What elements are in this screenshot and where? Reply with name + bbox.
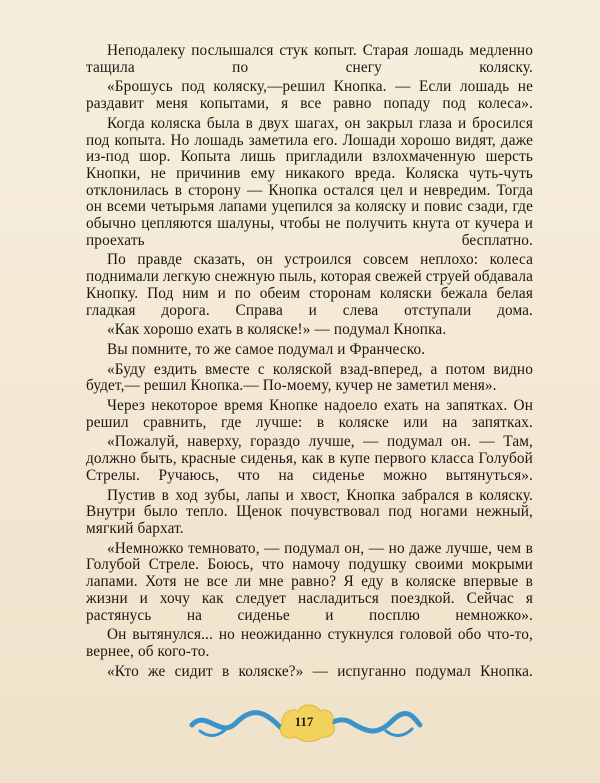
paragraph-1: Неподалеку послышался стук копыт. Старая лошадь медленно тащила по снегу коляску. <box>86 42 533 76</box>
paragraph-9: «Пожалуй, наверху, гораздо лучше, — подумал он. — Там, должно быть, красные сиденья, как в купе первого класса Голубой Стрелы. Ручаюсь, что на сиденье можно вытянуться». <box>86 433 533 484</box>
paragraph-5: «Как хорошо ехать в коляске!» — подумал Кнопка. <box>107 321 447 339</box>
paragraph-10: Пустив в ход зубы, лапы и хвост, Кнопка забрался в коляску. Внутри было тепло. Щенок почувствовал под ногами нежный, мягкий бархат. <box>86 486 533 537</box>
paragraph-13: «Кто же сидит в коляске?» — испуганно подумал Кнопка. <box>107 662 533 680</box>
paragraph-6: Вы помните, то же самое подумал и Франческо. <box>107 340 426 358</box>
ornament-right-curl <box>386 729 412 735</box>
paragraph-7: «Буду ездить вместе с коляской взад-вперед, а потом видно будет,— решил Кнопка.— По-моему, кучер не заметил меня». <box>86 360 533 395</box>
paragraph-2: «Брошусь под коляску,—решил Кнопка. — Если лошадь не раздавит меня копытами, я все равно попаду под колеса». <box>86 78 533 113</box>
paragraph-4: По правде сказать, он устроился совсем неплохо: колеса поднимали легкую снежную пыль, которая свежей струей обдавала Кнопку. Под ним и по обеим сторонам коляски бежала белая гладкая дорога. Справа и слева отступали дома. <box>86 251 533 319</box>
page-number: 117 <box>294 714 314 729</box>
paragraph-8: Через некоторое время Кнопке надоело ехать на запятках. Он решил сравнить, где лучше: в коляске или на запятках. <box>86 397 533 431</box>
paragraph-11: «Немножко темновато, — подумал он, — но даже лучше, чем в Голубой Стреле. Боюсь, что намочу подушку своими мокрыми лапами. Хотя не все ли мне равно? Я еду в коляске впервые в жизни и хочу как следует насладиться поездкой. Сейчас я растянусь на сиденье и посплю немножко». <box>86 539 533 624</box>
paragraph-3: Когда коляска была в двух шагах, он закрыл глаза и бросился под копыта. Но лошадь заметила его. Лошади хорошо видят, даже из-под шор. Копыта лишь пригладили взлохмаченную шерсть Кнопки, не причинив ему никакого вреда. Коляска чуть-чуть отклонилась в сторону — Кнопка остался цел и невредим. Тогда он всеми четырьмя лапами уцепился за коляску и повис сзади, где обычно цепляются шалуны, чтобы не получить кнута от кучера и проехать бесплатно. <box>86 114 533 249</box>
paragraph-12: Он вытянулся... но неожиданно стукнулся головой обо что-то, вернее, об кого-то. <box>86 626 533 660</box>
page-text <box>86 43 533 683</box>
